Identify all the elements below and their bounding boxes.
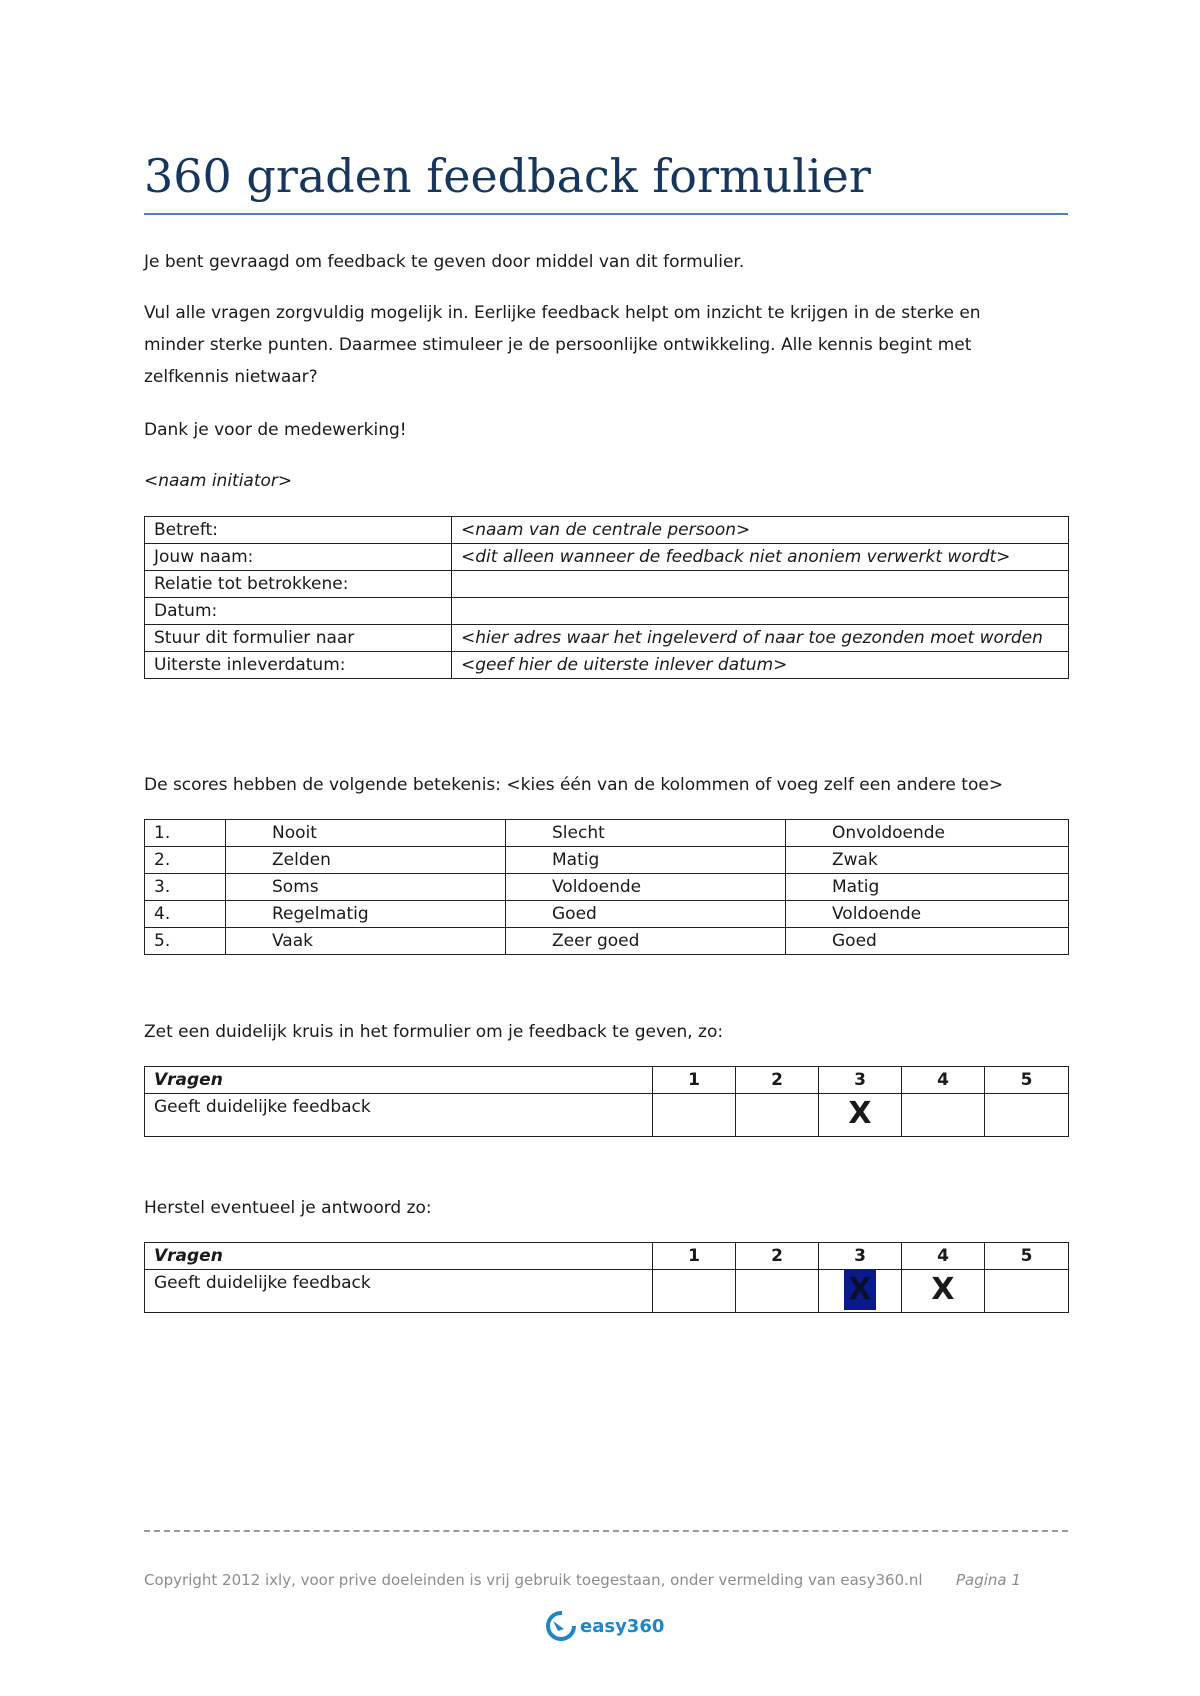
score-column-header: 5 — [985, 1067, 1069, 1094]
struck-cross-mark: X — [844, 1270, 875, 1310]
info-row-datum — [145, 598, 1069, 625]
info-value-field[interactable] — [452, 598, 1069, 625]
footer-divider — [144, 1530, 1068, 1532]
question-header-row — [145, 1243, 1069, 1270]
cross-mark: X — [848, 1096, 872, 1131]
score-column-header: 3 — [819, 1243, 902, 1270]
score-number: 1. — [145, 820, 226, 847]
score-meaning: Goed — [786, 928, 1069, 955]
info-label: Betreft: — [145, 517, 452, 544]
score-cell-2[interactable] — [736, 1270, 819, 1313]
score-number: 4. — [145, 901, 226, 928]
question-row — [145, 1094, 1069, 1137]
score-meaning: Regelmatig — [226, 901, 506, 928]
score-row — [145, 874, 1069, 901]
score-meaning: Zelden — [226, 847, 506, 874]
score-meaning: Voldoende — [786, 901, 1069, 928]
score-meaning: Voldoende — [506, 874, 786, 901]
score-cell-3[interactable] — [819, 1094, 902, 1137]
easy360-logo-icon — [544, 1609, 578, 1643]
score-meaning: Goed — [506, 901, 786, 928]
score-row — [145, 847, 1069, 874]
intro-paragraph-2-line-3: zelfkennis nietwaar? — [144, 367, 318, 387]
score-column-header: 1 — [653, 1067, 736, 1094]
score-cell-2[interactable] — [736, 1094, 819, 1137]
score-column-header: 1 — [653, 1243, 736, 1270]
intro-paragraph-1: Je bent gevraagd om feedback te geven door middel van dit formulier. — [144, 252, 745, 272]
question-text: Geeft duidelijke feedback — [145, 1270, 653, 1313]
score-meaning: Vaak — [226, 928, 506, 955]
score-cell-3[interactable] — [819, 1270, 902, 1313]
info-label: Datum: — [145, 598, 452, 625]
scores-table — [144, 819, 1069, 955]
info-row-adres — [145, 625, 1069, 652]
info-label: Stuur dit formulier naar — [145, 625, 452, 652]
score-row — [145, 928, 1069, 955]
score-number: 5. — [145, 928, 226, 955]
info-value-field[interactable] — [452, 571, 1069, 598]
score-column-header: 3 — [819, 1067, 902, 1094]
footer-copyright: Copyright 2012 ixly, voor prive doeleinden is vrij gebruik toegestaan, onder vermelding van easy360.nl — [144, 1571, 923, 1589]
question-header-row — [145, 1067, 1069, 1094]
score-cell-5[interactable] — [985, 1270, 1069, 1313]
title-underline — [144, 213, 1068, 215]
info-table — [144, 516, 1069, 679]
info-label: Relatie tot betrokkene: — [145, 571, 452, 598]
info-row-relatie — [145, 571, 1069, 598]
thanks-paragraph: Dank je voor de medewerking! — [144, 420, 407, 440]
info-value-field[interactable]: <hier adres waar het ingeleverd of naar toe gezonden moet worden — [452, 625, 1069, 652]
score-meaning: Soms — [226, 874, 506, 901]
questions-header: Vragen — [145, 1243, 653, 1270]
scores-intro: De scores hebben de volgende betekenis: <kies één van de kolommen of voeg zelf een andere toe> — [144, 775, 1004, 795]
question-row — [145, 1270, 1069, 1313]
initiator-placeholder: <naam initiator> — [144, 471, 293, 491]
score-meaning: Slecht — [506, 820, 786, 847]
score-column-header: 4 — [902, 1067, 985, 1094]
intro-paragraph-2-line-2: minder sterke punten. Daarmee stimuleer je de persoonlijke ontwikkeling. Alle kennis begint met — [144, 335, 972, 355]
info-value-field[interactable]: <geef hier de uiterste inlever datum> — [452, 652, 1069, 679]
score-row — [145, 820, 1069, 847]
info-value-field[interactable]: <naam van de centrale persoon> — [452, 517, 1069, 544]
score-column-header: 4 — [902, 1243, 985, 1270]
info-row-betreft — [145, 517, 1069, 544]
correction-question-table — [144, 1242, 1069, 1313]
score-meaning: Matig — [506, 847, 786, 874]
score-column-header: 2 — [736, 1243, 819, 1270]
info-value-field[interactable]: <dit alleen wanneer de feedback niet anoniem verwerkt wordt> — [452, 544, 1069, 571]
score-column-header: 2 — [736, 1067, 819, 1094]
score-meaning: Zeer goed — [506, 928, 786, 955]
score-cell-4[interactable] — [902, 1094, 985, 1137]
intro-paragraph-2-line-1: Vul alle vragen zorgvuldig mogelijk in. Eerlijke feedback helpt om inzicht te krijgen in de sterke en — [144, 303, 981, 323]
questions-header: Vragen — [145, 1067, 653, 1094]
easy360-logo-text: easy360 — [580, 1615, 665, 1637]
cross-mark: X — [931, 1272, 955, 1307]
score-cell-5[interactable] — [985, 1094, 1069, 1137]
footer-page-number: Pagina 1 — [956, 1571, 1021, 1589]
score-column-header: 5 — [985, 1243, 1069, 1270]
info-label: Uiterste inleverdatum: — [145, 652, 452, 679]
question-text: Geeft duidelijke feedback — [145, 1094, 653, 1137]
score-cell-1[interactable] — [653, 1270, 736, 1313]
score-meaning: Onvoldoende — [786, 820, 1069, 847]
page-title: 360 graden feedback formulier — [144, 149, 871, 203]
score-number: 2. — [145, 847, 226, 874]
score-cell-4[interactable] — [902, 1270, 985, 1313]
score-meaning: Nooit — [226, 820, 506, 847]
score-meaning: Zwak — [786, 847, 1069, 874]
info-row-inleverdatum — [145, 652, 1069, 679]
example-intro: Zet een duidelijk kruis in het formulier om je feedback te geven, zo: — [144, 1022, 724, 1042]
example-question-table — [144, 1066, 1069, 1137]
score-cell-1[interactable] — [653, 1094, 736, 1137]
info-row-naam — [145, 544, 1069, 571]
score-row — [145, 901, 1069, 928]
score-number: 3. — [145, 874, 226, 901]
info-label: Jouw naam: — [145, 544, 452, 571]
correction-intro: Herstel eventueel je antwoord zo: — [144, 1198, 432, 1218]
score-meaning: Matig — [786, 874, 1069, 901]
easy360-logo — [544, 1606, 664, 1646]
